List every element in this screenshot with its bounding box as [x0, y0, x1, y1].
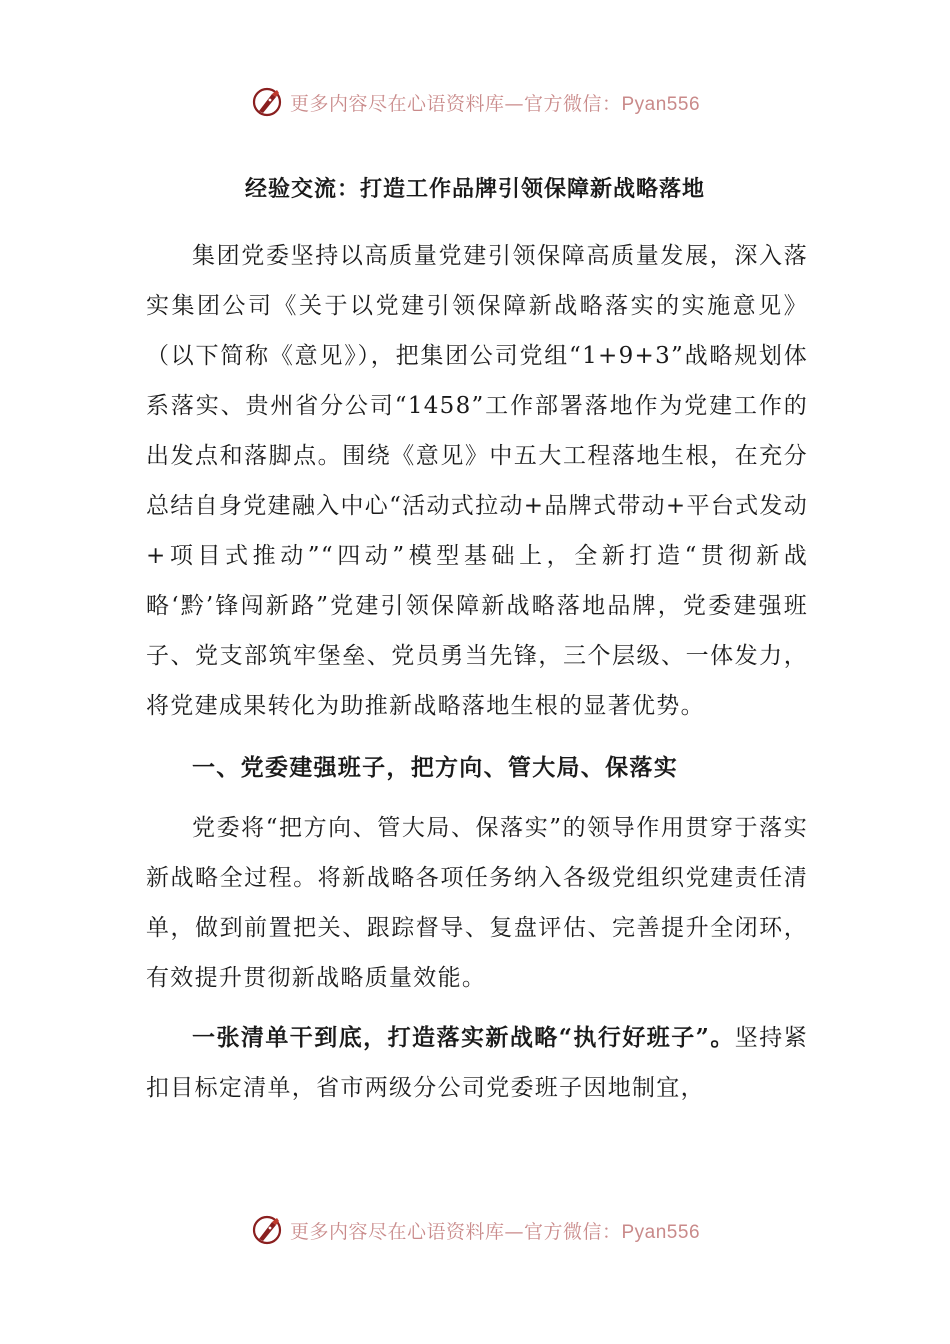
footer-watermark-banner [0, 1210, 950, 1250]
pen-nib-circle-logo-icon [250, 85, 284, 119]
header-watermark-banner [0, 82, 950, 122]
item-1-paragraph [146, 1013, 808, 1113]
item-1-body: 坚持紧扣目标定清单，省市两级分公司党委班子因地制宜， [146, 1025, 808, 1101]
section-1-paragraph: 党委将“把方向、管大局、保落实”的领导作用贯穿于落实新战略全过程。将新战略各项任务纳入各级党组织党建责任清单，做到前置把关、跟踪督导、复盘评估、完善提升全闭环，有效提升贯彻新战略质量效能。 [146, 815, 808, 991]
document-title: 经验交流：打造工作品牌引领保障新战略落地 [244, 176, 705, 202]
banner-text: 更多内容尽在心语资料库—官方微信：Pyan556 [289, 1220, 701, 1243]
pen-nib-circle-logo-icon [250, 1213, 284, 1247]
intro-paragraph: 集团党委坚持以高质量党建引领保障高质量发展，深入落实集团公司《关于以党建引领保障新战略落实的实施意见》（以下简称《意见》），把集团公司党组“1+9+3”战略规划体系落实、贵州省分公司“1458”工作部署落地作为党建工作的出发点和落脚点。围绕《意见》中五大工程落地生根，在充分总结自身党建融入中心“活动式拉动+品牌式带动+平台式发动+项目式推动”“四动”模型基础上，全新打造“贯彻新战略‘黔’锋闯新路”党建引领保障新战略落地品牌，党委建强班子、党支部筑牢堡垒、党员勇当先锋，三个层级、一体发力，将党建成果转化为助推新战略落地生根的显著优势。 [146, 243, 808, 719]
section-heading-1: 一、党委建强班子，把方向、管大局、保落实 [192, 754, 678, 781]
document-body [146, 231, 808, 1113]
item-1-lead: 一张清单干到底，打造落实新战略“执行好班子”。 [192, 1024, 735, 1051]
banner-text: 更多内容尽在心语资料库—官方微信：Pyan556 [289, 92, 701, 115]
